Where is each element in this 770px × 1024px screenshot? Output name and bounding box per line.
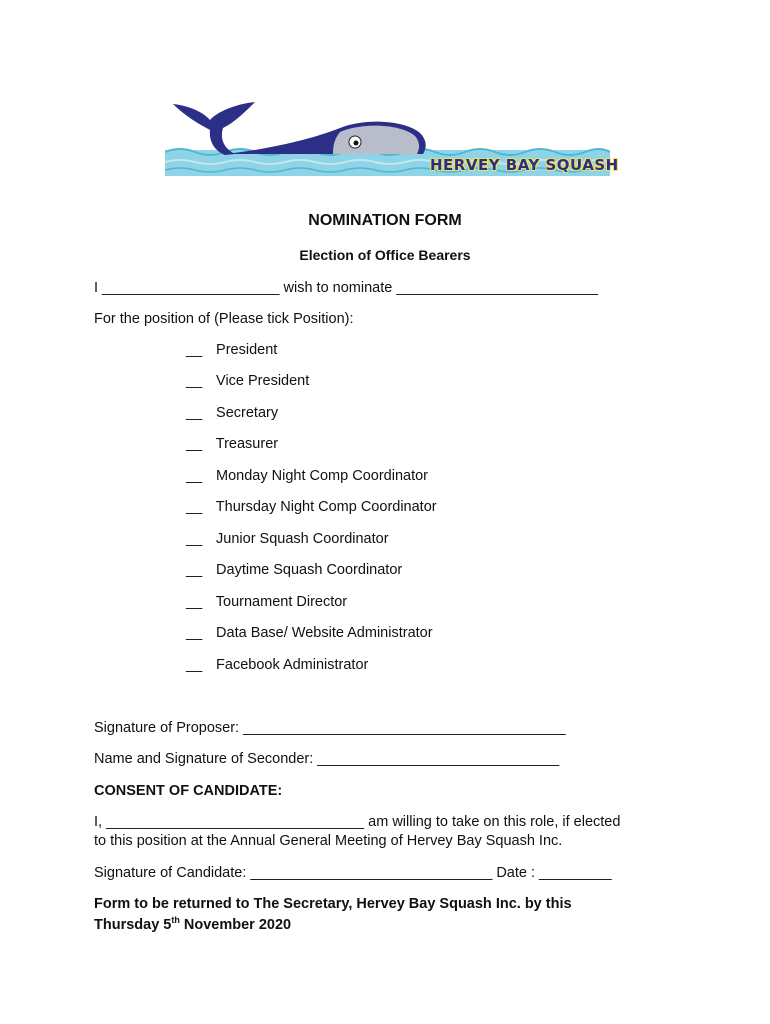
position-option[interactable] bbox=[186, 342, 277, 358]
position-option[interactable] bbox=[186, 562, 402, 578]
seconder-signature-line[interactable]: Name and Signature of Seconder: ______________________________ bbox=[94, 751, 560, 767]
position-option[interactable] bbox=[186, 373, 309, 389]
return-deadline bbox=[94, 915, 291, 933]
tick-blank[interactable]: __ bbox=[186, 436, 203, 452]
tick-blank[interactable]: __ bbox=[186, 531, 203, 547]
position-label: Thursday Night Comp Coordinator bbox=[215, 499, 437, 515]
position-label: Treasurer bbox=[215, 436, 279, 452]
tick-blank[interactable]: __ bbox=[186, 405, 203, 421]
tick-blank[interactable]: __ bbox=[186, 562, 203, 578]
position-option[interactable] bbox=[186, 594, 347, 610]
consent-heading: CONSENT OF CANDIDATE: bbox=[94, 783, 283, 799]
return-instructions: Form to be returned to The Secretary, Hervey Bay Squash Inc. by this bbox=[94, 896, 572, 912]
position-option[interactable] bbox=[186, 405, 278, 421]
return-deadline-month: November 2020 bbox=[179, 916, 292, 933]
position-label: Data Base/ Website Administrator bbox=[216, 625, 433, 641]
return-deadline-day: Thursday 5 bbox=[94, 916, 172, 933]
consent-line-continued: to this position at the Annual General Meeting of Hervey Bay Squash Inc. bbox=[94, 833, 563, 849]
tick-blank[interactable]: __ bbox=[186, 625, 203, 641]
position-option[interactable] bbox=[186, 625, 433, 641]
position-option[interactable] bbox=[186, 531, 389, 547]
logo-text: HERVEY BAY SQUASH bbox=[430, 156, 619, 174]
tick-blank[interactable]: __ bbox=[186, 657, 203, 673]
form-subtitle: Election of Office Bearers bbox=[299, 247, 471, 263]
whale-pupil bbox=[354, 141, 359, 146]
position-label: Facebook Administrator bbox=[216, 657, 369, 673]
ordinal-suffix: th bbox=[171, 915, 180, 925]
position-option[interactable] bbox=[186, 468, 428, 484]
candidate-signature-line[interactable]: Signature of Candidate: ______________________________ Date : _________ bbox=[94, 865, 612, 881]
position-label: Tournament Director bbox=[215, 594, 348, 610]
position-label: Daytime Squash Coordinator bbox=[216, 562, 403, 578]
form-title: NOMINATION FORM bbox=[308, 212, 462, 229]
tick-blank[interactable]: __ bbox=[186, 499, 203, 515]
position-option[interactable] bbox=[186, 657, 368, 673]
proposer-signature-line[interactable]: Signature of Proposer: ________________________________________ bbox=[94, 720, 566, 736]
position-option[interactable] bbox=[186, 436, 278, 452]
position-label: Monday Night Comp Coordinator bbox=[216, 468, 428, 484]
position-prompt: For the position of (Please tick Position): bbox=[94, 311, 354, 327]
position-label: President bbox=[216, 342, 278, 358]
tick-blank[interactable]: __ bbox=[186, 342, 203, 358]
tick-blank[interactable]: __ bbox=[186, 594, 203, 610]
tick-blank[interactable]: __ bbox=[186, 373, 203, 389]
position-label: Vice President bbox=[216, 373, 310, 389]
consent-line[interactable]: I, ________________________________ am willing to take on this role, if elected bbox=[94, 814, 621, 830]
position-option[interactable] bbox=[186, 499, 437, 515]
position-label: Secretary bbox=[216, 405, 279, 421]
position-label: Junior Squash Coordinator bbox=[216, 531, 389, 547]
tick-blank[interactable]: __ bbox=[186, 468, 203, 484]
nominate-line[interactable]: I ______________________ wish to nominate _________________________ bbox=[94, 280, 598, 296]
whale-tail bbox=[173, 102, 255, 155]
